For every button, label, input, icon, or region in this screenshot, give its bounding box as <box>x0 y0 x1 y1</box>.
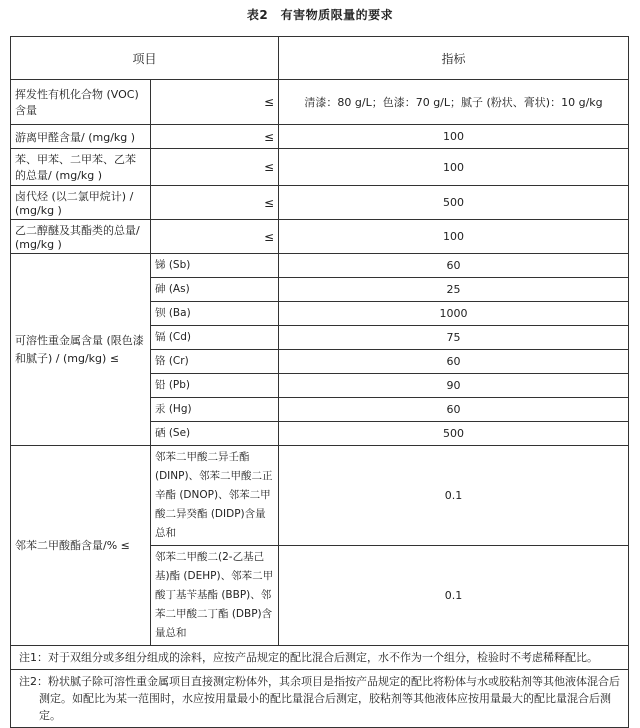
phthalate-name: 邻苯二甲酸二(2-乙基己基)酯 (DEHP)、邻苯二甲酸丁基苄基酯 (BBP)、邻苯二甲酸二丁酯 (DBP)含量总和 <box>151 546 279 646</box>
metal-name: 钡 (Ba) <box>151 302 279 326</box>
row-value: 500 <box>279 186 629 220</box>
metal-value: 1000 <box>279 302 629 326</box>
row-label: 乙二醇醚及其酯类的总量/ (mg/kg ) <box>11 220 151 254</box>
note-1: 注1：对于双组分或多组分组成的涂料，应按产品规定的配比混合后测定，水不作为一个组分，检验时不考虑稀释配比。 <box>11 646 629 670</box>
metal-row <box>11 254 629 278</box>
limits-table <box>10 36 629 728</box>
phthalate-value: 0.1 <box>279 546 629 646</box>
row-symbol: ≤ <box>151 186 279 220</box>
row-label: 卤代烃 (以二氯甲烷计) / (mg/kg ) <box>11 186 151 220</box>
note-row <box>11 670 629 728</box>
metal-value: 60 <box>279 398 629 422</box>
voc-value: 清漆：80 g/L；色漆：70 g/L；腻子 (粉状、膏状)：10 g/kg <box>279 80 629 125</box>
metal-name: 铅 (Pb) <box>151 374 279 398</box>
metal-name: 镉 (Cd) <box>151 326 279 350</box>
heavy-metals-label: 可溶性重金属含量 (限色漆和腻子) / (mg/kg) ≤ <box>11 254 151 446</box>
row-label: 苯、甲苯、二甲苯、乙苯的总量/ (mg/kg ) <box>11 149 151 186</box>
row-symbol: ≤ <box>151 125 279 149</box>
header-row <box>11 37 629 80</box>
metal-name: 汞 (Hg) <box>151 398 279 422</box>
row-label: 游离甲醛含量/ (mg/kg ) <box>11 125 151 149</box>
note-row <box>11 646 629 670</box>
header-item: 项目 <box>11 37 279 80</box>
metal-value: 60 <box>279 350 629 374</box>
header-indicator: 指标 <box>279 37 629 80</box>
row-symbol: ≤ <box>151 220 279 254</box>
voc-label: 挥发性有机化合物 (VOC) 含量 <box>11 80 151 125</box>
phthalates-label: 邻苯二甲酸酯含量/% ≤ <box>11 446 151 646</box>
table-row <box>11 220 629 254</box>
metal-value: 90 <box>279 374 629 398</box>
phthalate-value: 0.1 <box>279 446 629 546</box>
note-2: 注2：粉状腻子除可溶性重金属项目直接测定粉体外，其余项目是指按产品规定的配比将粉体与水或胶粘剂等其他液体混合后测定。如配比为某一范围时，水应按用量最小的配比量混合后测定，胶粘剂等其他液体应按用量最大的配比量混合后测定。 <box>11 670 629 728</box>
metal-value: 25 <box>279 278 629 302</box>
voc-row <box>11 80 629 125</box>
phthalate-name: 邻苯二甲酸二异壬酯 (DINP)、邻苯二甲酸二正辛酯 (DNOP)、邻苯二甲酸二异癸酯 (DIDP)含量总和 <box>151 446 279 546</box>
phthalate-row <box>11 446 629 546</box>
table-row <box>11 125 629 149</box>
row-value: 100 <box>279 220 629 254</box>
metal-value: 75 <box>279 326 629 350</box>
metal-value: 60 <box>279 254 629 278</box>
table-title: 表2 有害物质限量的要求 <box>246 8 394 22</box>
table-row <box>11 186 629 220</box>
metal-name: 铬 (Cr) <box>151 350 279 374</box>
metal-value: 500 <box>279 422 629 446</box>
row-symbol: ≤ <box>151 149 279 186</box>
metal-name: 砷 (As) <box>151 278 279 302</box>
voc-symbol: ≤ <box>151 80 279 125</box>
metal-name: 锑 (Sb) <box>151 254 279 278</box>
row-value: 100 <box>279 125 629 149</box>
metal-name: 硒 (Se) <box>151 422 279 446</box>
table-row <box>11 149 629 186</box>
row-value: 100 <box>279 149 629 186</box>
